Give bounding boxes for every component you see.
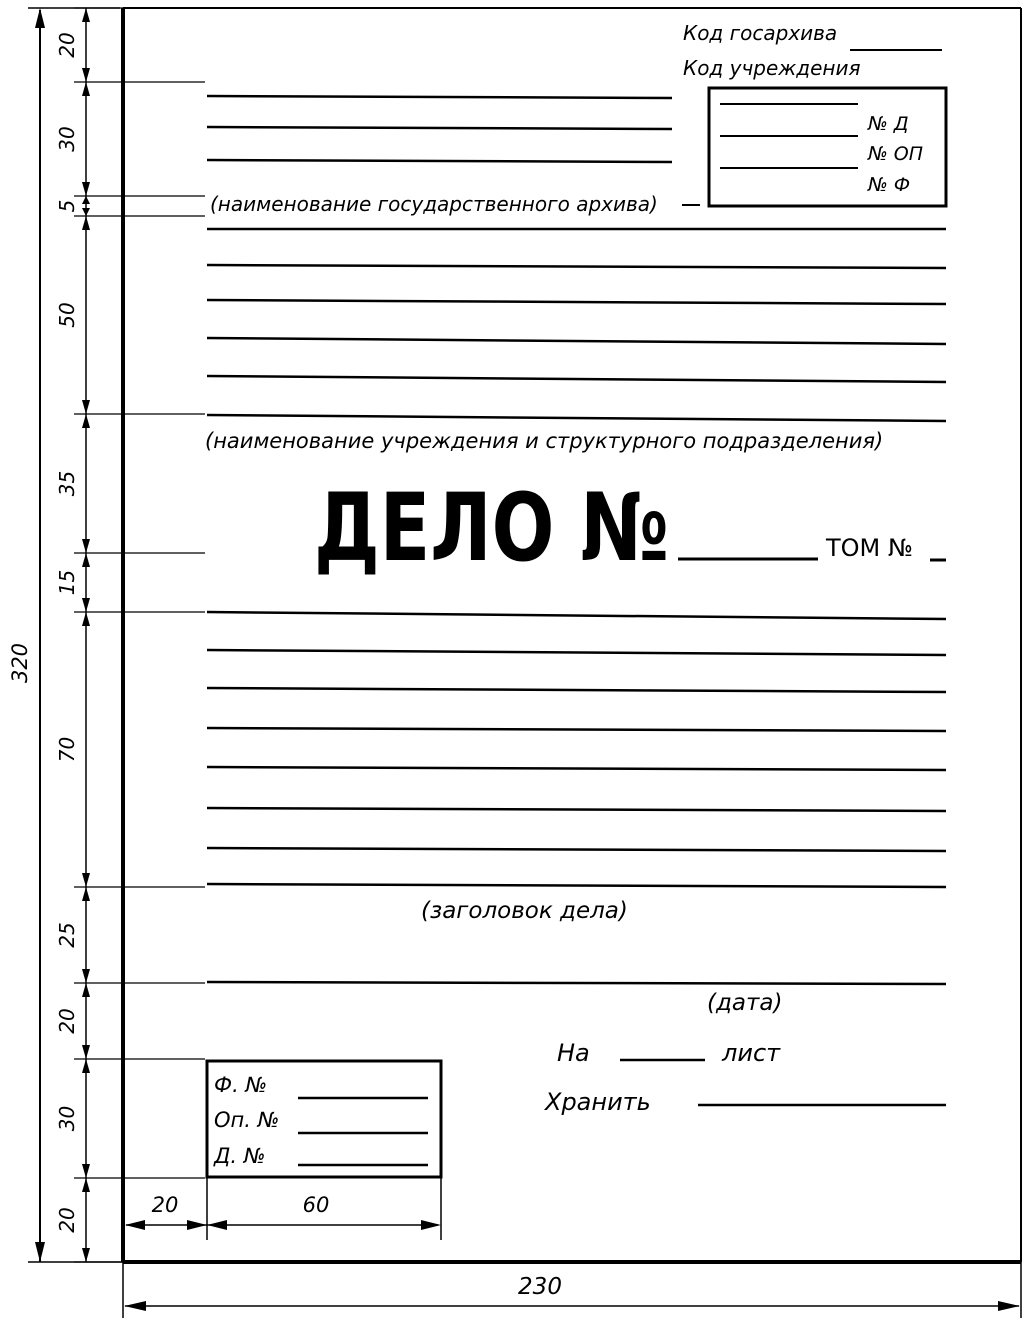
vertical-dimension-label: 20 <box>55 1207 79 1233</box>
archive-code-label: Код госархива <box>683 21 838 45</box>
vertical-dimension-label: 50 <box>55 302 79 328</box>
vertical-dimension-label: 5 <box>55 199 79 213</box>
vertical-dimension-label: 35 <box>55 470 79 497</box>
horizontal-dimension-chain <box>125 1178 441 1240</box>
case-number-title: ДЕЛО № <box>314 474 669 583</box>
volume-number-label: ТОМ № <box>826 534 913 562</box>
total-width-label: 230 <box>518 1274 562 1300</box>
vertical-dimension-chain <box>55 8 205 1262</box>
fund-box-row-inventory: Оп. № <box>214 1108 280 1132</box>
vertical-dimension-label: 30 <box>55 1105 79 1132</box>
keep-label: Хранить <box>545 1088 651 1116</box>
fund-box <box>207 1061 441 1177</box>
vertical-dimension-label: 20 <box>55 1008 79 1034</box>
case-title-lines <box>207 612 946 887</box>
archive-name-lines <box>207 96 672 162</box>
code-box-row-inventory: № ОП <box>868 143 924 165</box>
caption-case-title: (заголовок дела) <box>421 898 628 924</box>
fund-box-row-fund: Ф. № <box>214 1073 268 1097</box>
code-box-row-fund: № Ф <box>868 174 911 196</box>
sheets-prefix: На <box>557 1039 590 1067</box>
caption-state-archive: (наименование государственного архива) <box>210 192 658 216</box>
date-line <box>207 982 946 984</box>
dim-left-margin: 20 <box>151 1193 179 1217</box>
dim-box-width: 60 <box>302 1193 330 1217</box>
vertical-dimension-label: 15 <box>55 569 79 596</box>
total-width-dimension <box>123 1262 1021 1318</box>
fund-box-row-case: Д. № <box>214 1144 266 1168</box>
code-box-row-case: № Д <box>868 113 909 135</box>
sheets-suffix: лист <box>722 1039 781 1067</box>
total-height-label: 320 <box>8 642 32 684</box>
institution-name-lines <box>207 229 946 421</box>
caption-institution: (наименование учреждения и структурного подразделения) <box>205 429 884 453</box>
vertical-dimension-label: 25 <box>55 922 79 948</box>
institution-code-label: Код учреждения <box>683 56 861 80</box>
vertical-dimension-label: 70 <box>55 736 79 763</box>
vertical-dimension-label: 20 <box>55 32 79 58</box>
code-box <box>709 88 946 206</box>
caption-date: (дата) <box>707 990 783 1016</box>
vertical-dimension-label: 30 <box>55 126 79 152</box>
